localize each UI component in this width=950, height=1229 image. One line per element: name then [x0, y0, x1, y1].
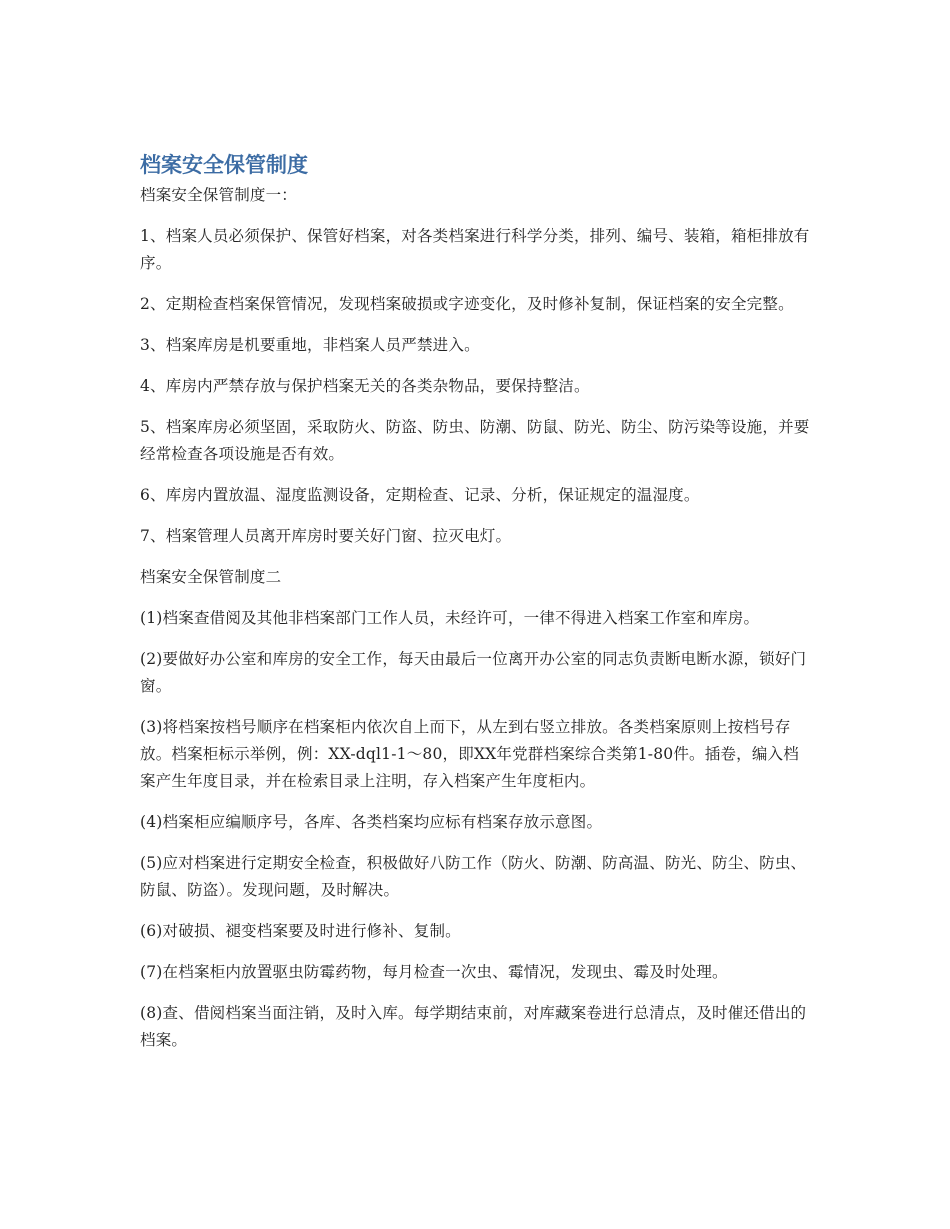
part2-item-3: (3)将档案按档号顺序在档案柜内依次自上而下，从左到右竖立排放。各类档案原则上按档号存放。档案柜标示举例，例：XX-dql1-1～80，即XX年党群档案综合类第1-80件。插卷，编入档案产生年度目录，并在检索目录上注明，存入档案产生年度柜内。: [140, 718, 799, 790]
part2-heading: 档案安全保管制度二: [140, 568, 282, 586]
document-body: [140, 151, 812, 1054]
part1-item-7: 7、档案管理人员离开库房时要关好门窗、拉灭电灯。: [140, 527, 512, 545]
part2-item-4: (4)档案柜应编顺序号，各库、各类档案均应标有档案存放示意图。: [140, 813, 603, 831]
part2-item-2: (2)要做好办公室和库房的安全工作，每天由最后一位离开办公室的同志负责断电断水源，锁好门窗。: [140, 650, 807, 695]
document-title: 档案安全保管制度: [140, 153, 308, 177]
part2-item-5: (5)应对档案进行定期安全检查，积极做好八防工作（防火、防潮、防高温、防光、防尘、防虫、防鼠、防盗）。发现问题，及时解决。: [140, 854, 807, 899]
part1-heading: 档案安全保管制度一：: [140, 186, 298, 204]
part2-item-8: (8)查、借阅档案当面注销，及时入库。每学期结束前，对库藏案卷进行总清点，及时催还借出的档案。: [140, 1004, 807, 1049]
part1-item-5: 5、档案库房必须坚固，采取防火、防盗、防虫、防潮、防鼠、防光、防尘、防污染等设施，并要经常检查各项设施是否有效。: [140, 418, 810, 463]
part1-item-2: 2、定期检查档案保管情况，发现档案破损或字迹变化，及时修补复制，保证档案的安全完整。: [140, 295, 794, 313]
part1-item-6: 6、库房内置放温、湿度监测设备，定期检查、记录、分析，保证规定的温湿度。: [140, 486, 700, 504]
part1-item-4: 4、库房内严禁存放与保护档案无关的各类杂物品，要保持整洁。: [140, 377, 590, 395]
part2-item-1: (1)档案查借阅及其他非档案部门工作人员，未经许可，一律不得进入档案工作室和库房。: [140, 609, 760, 627]
part2-item-6: (6)对破损、褪变档案要及时进行修补、复制。: [140, 922, 461, 940]
part1-item-1: 1、档案人员必须保护、保管好档案，对各类档案进行科学分类，排列、编号、装箱，箱柜排放有序。: [140, 227, 810, 272]
part1-item-3: 3、档案库房是机要重地，非档案人员严禁进入。: [140, 336, 480, 354]
part2-item-7: (7)在档案柜内放置驱虫防霉药物，每月检查一次虫、霉情况，发现虫、霉及时处理。: [140, 963, 728, 981]
